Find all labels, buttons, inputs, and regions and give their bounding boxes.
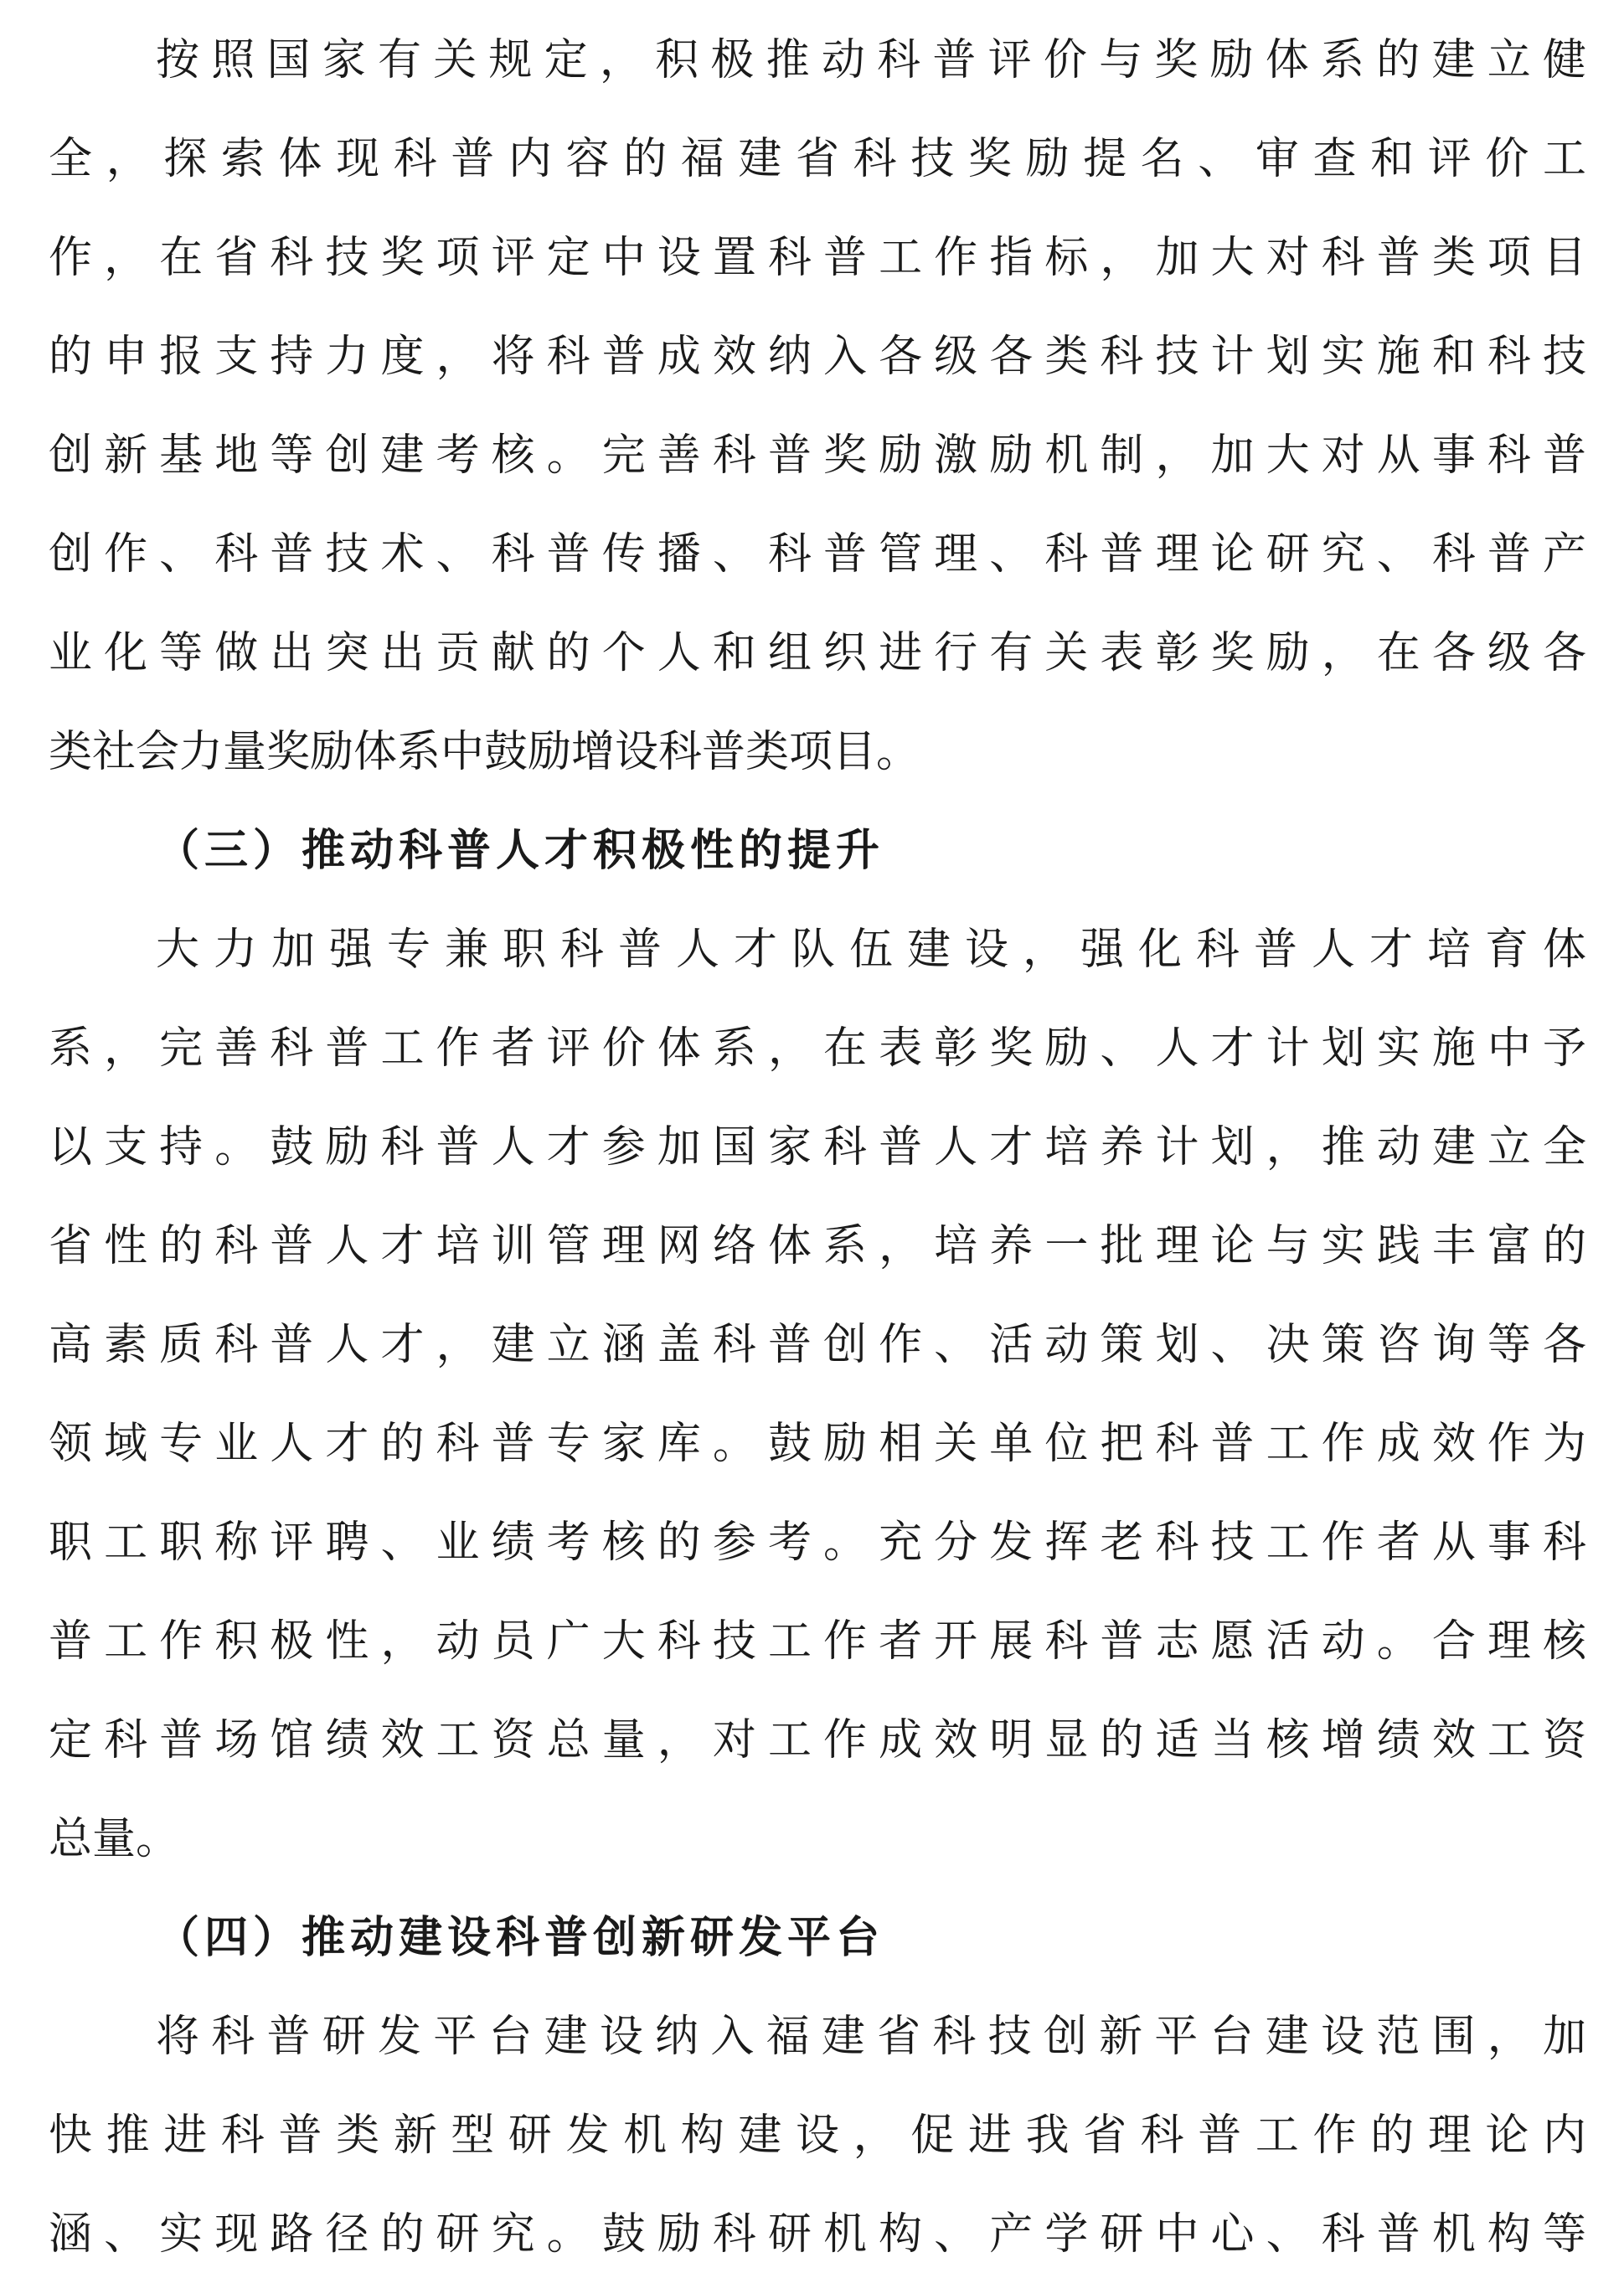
paragraph-line: 的申报支持力度，将科普成效纳入各级各类科技计划实施和科技 xyxy=(49,332,1586,382)
paragraph-line: 快推进科普类新型研发机构建设，促进我省科普工作的理论内 xyxy=(49,2111,1586,2161)
paragraph-line: 高素质科普人才，建立涵盖科普创作、活动策划、决策咨询等各 xyxy=(49,1320,1586,1370)
paragraph-line: 总量。 xyxy=(49,1814,180,1864)
paragraph-line: 将科普研发平台建设纳入福建省科技创新平台建设范围，加 xyxy=(156,2012,1586,2062)
section-heading: （四）推动建设科普创新研发平台 xyxy=(156,1912,885,1963)
paragraph-line: 系，完善科普工作者评价体系，在表彰奖励、人才计划实施中予 xyxy=(49,1023,1586,1074)
paragraph-line: 以支持。鼓励科普人才参加国家科普人才培养计划，推动建立全 xyxy=(49,1122,1586,1173)
paragraph-line: 大力加强专兼职科普人才队伍建设，强化科普人才培育体 xyxy=(156,925,1586,975)
paragraph-line: 定科普场馆绩效工资总量，对工作成效明显的适当核增绩效工资 xyxy=(49,1715,1586,1765)
paragraph-line: 全，探索体现科普内容的福建省科技奖励提名、审查和评价工 xyxy=(49,134,1586,184)
document-page xyxy=(49,0,1586,2273)
paragraph-line: 创作、科普技术、科普传播、科普管理、科普理论研究、科普产 xyxy=(49,529,1586,580)
paragraph-line: 按照国家有关规定，积极推动科普评价与奖励体系的建立健 xyxy=(156,35,1586,85)
paragraph-line: 领域专业人才的科普专家库。鼓励相关单位把科普工作成效作为 xyxy=(49,1419,1586,1469)
paragraph-line: 作，在省科技奖项评定中设置科普工作指标，加大对科普类项目 xyxy=(49,233,1586,283)
paragraph-line: 类社会力量奖励体系中鼓励增设科普类项目。 xyxy=(49,727,920,777)
paragraph-line: 创新基地等创建考核。完善科普奖励激励机制，加大对从事科普 xyxy=(49,430,1586,481)
paragraph-line: 业化等做出突出贡献的个人和组织进行有关表彰奖励，在各级各 xyxy=(49,628,1586,678)
paragraph-line: 职工职称评聘、业绩考核的参考。充分发挥老科技工作者从事科 xyxy=(49,1518,1586,1568)
paragraph-line: 普工作积极性，动员广大科技工作者开展科普志愿活动。合理核 xyxy=(49,1616,1586,1667)
section-heading: （三）推动科普人才积极性的提升 xyxy=(156,825,885,876)
paragraph-line: 省性的科普人才培训管理网络体系，培养一批理论与实践丰富的 xyxy=(49,1221,1586,1271)
paragraph-line: 涵、实现路径的研究。鼓励科研机构、产学研中心、科普机构等 xyxy=(49,2209,1586,2260)
